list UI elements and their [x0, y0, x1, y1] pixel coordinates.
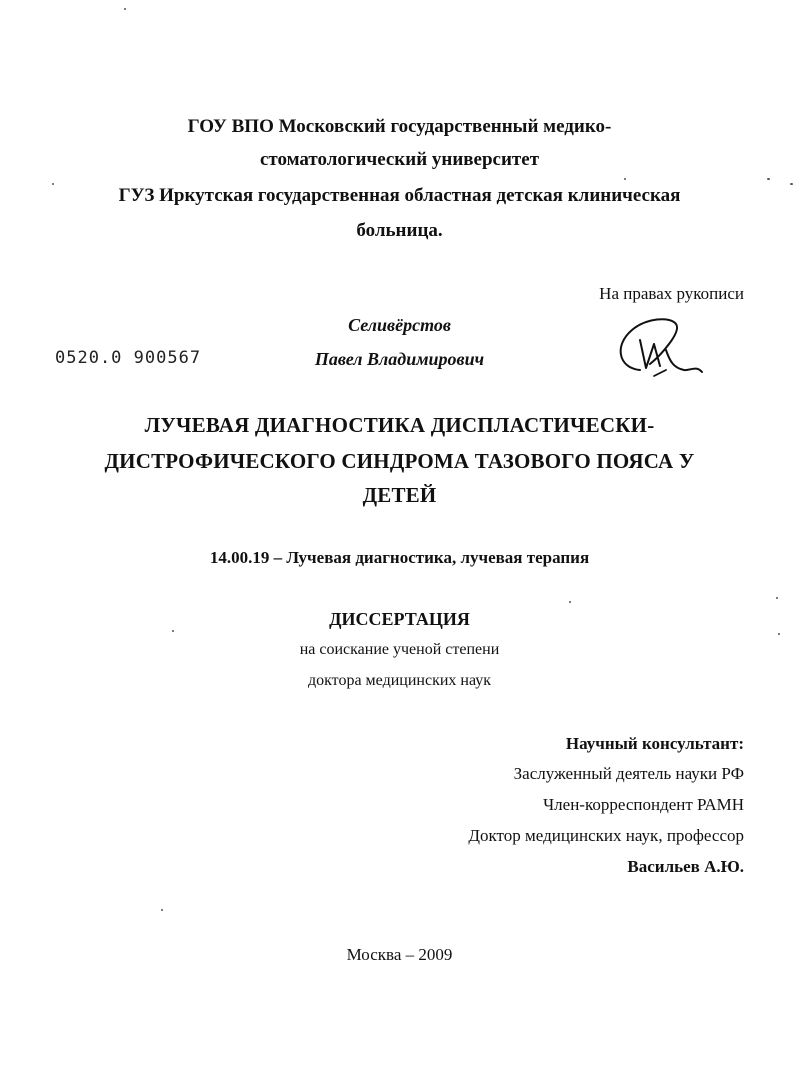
scan-speck — [124, 8, 126, 10]
scan-speck — [767, 178, 770, 180]
institution-line-2: стоматологический университет — [259, 149, 540, 170]
consultant-heading: Научный консультант: — [565, 734, 744, 753]
institution-line-1: ГОУ ВПО Московский государственный медико- — [187, 116, 612, 137]
scan-speck — [172, 630, 174, 632]
thesis-purpose: на соискание ученой степени — [299, 641, 500, 658]
consultant-title-2: Член-корреспондент РАМН — [543, 795, 744, 814]
institution-line-4: больница. — [356, 220, 443, 241]
scan-speck — [624, 178, 626, 180]
consultant-title-3: Доктор медицинских наук, профессор — [468, 826, 744, 845]
scan-speck — [52, 183, 54, 185]
specialty-code: 14.00.19 – Лучевая диагностика, лучевая терапия — [209, 548, 590, 567]
scan-speck — [569, 601, 571, 603]
consultant-name: Васильев А.Ю. — [627, 857, 744, 876]
thesis-degree: доктора медицинских наук — [307, 672, 492, 689]
institution-line-3: ГУЗ Иркутская государственная областная детская клиническая — [118, 185, 681, 206]
place-and-year: Москва – 2009 — [346, 945, 453, 964]
consultant-title-1: Заслуженный деятель науки РФ — [513, 764, 744, 783]
thesis-title-line-2: ДИСТРОФИЧЕСКОГО СИНДРОМА ТАЗОВОГО ПОЯСА У — [104, 449, 695, 473]
thesis-title-line-1: ЛУЧЕВАЯ ДИАГНОСТИКА ДИСПЛАСТИЧЕСКИ- — [144, 413, 655, 437]
handwritten-signature — [610, 310, 710, 385]
scan-speck — [161, 909, 163, 911]
archive-number-stamp: 0520.0 900567 — [55, 348, 202, 368]
scan-speck — [790, 183, 793, 185]
author-surname: Селивёрстов — [348, 315, 451, 335]
author-given-names: Павел Владимирович — [314, 349, 485, 369]
manuscript-note: На правах рукописи — [599, 284, 744, 303]
scan-speck — [778, 633, 780, 635]
thesis-type: ДИССЕРТАЦИЯ — [329, 609, 470, 629]
scan-speck — [776, 597, 778, 599]
thesis-title-line-3: ДЕТЕЙ — [362, 483, 437, 507]
